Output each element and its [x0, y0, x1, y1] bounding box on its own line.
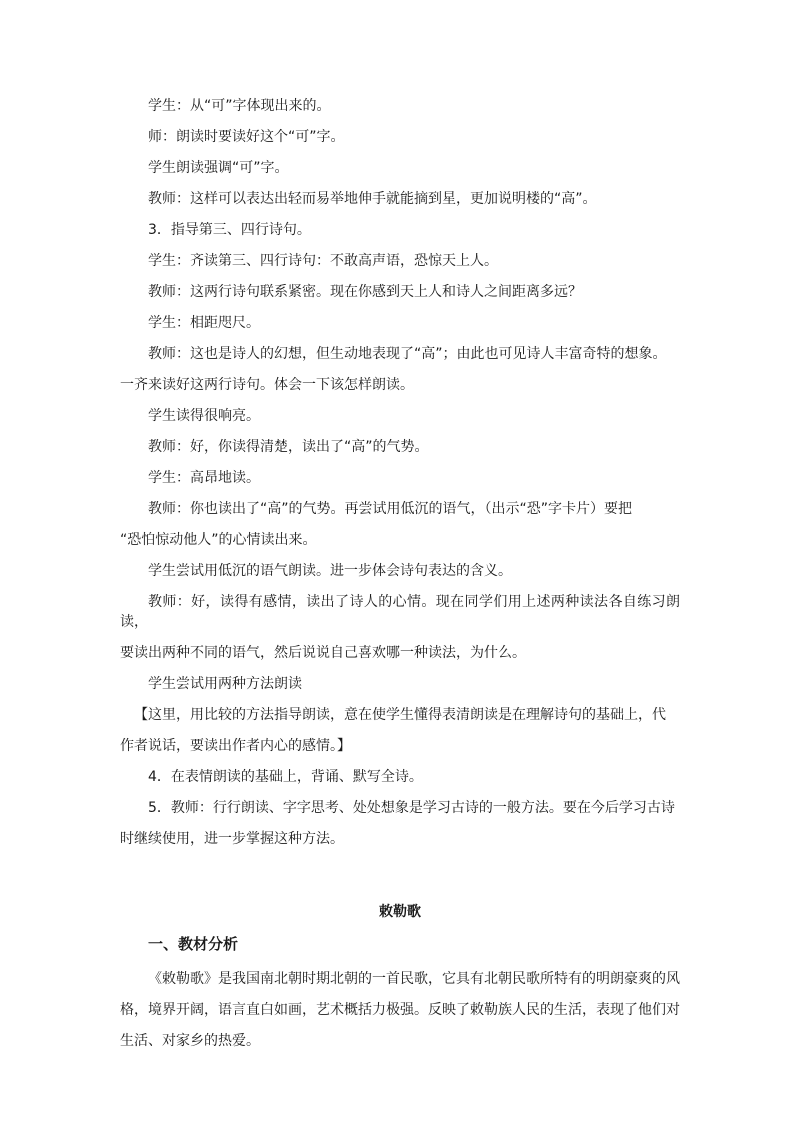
line-teacher-distance: 教师：这两行诗句联系紧密。现在你感到天上人和诗人之间距离多远？: [148, 284, 582, 300]
line-student-high: 学生：高昂地读。: [148, 470, 260, 486]
document-page: [120, 96, 680, 1057]
line-student-emphasize: 学生朗读强调“可”字。: [148, 160, 289, 176]
line-teacher-gao: 教师：这样可以表达出轻而易举地伸手就能摘到星，更加说明楼的“高”。: [148, 191, 597, 207]
line-student-two-methods: 学生尝试用两种方法朗读: [148, 676, 302, 692]
para-emotion-line2: 要读出两种不同的语气，然后说说自己喜欢哪一种读法，为什么。: [120, 645, 526, 661]
line-student-loud: 学生读得很响亮。: [148, 408, 260, 424]
line-step-4: 4．在表情朗读的基础上，背诵、默写全诗。: [148, 769, 423, 785]
para-note-line2: 作者说话，要读出作者内心的感情。】: [120, 738, 351, 754]
para-low-line2: “恐怕惊动他人”的心情读出来。: [120, 532, 317, 548]
para-low-tone: [120, 499, 680, 550]
line-student-close: 学生：相距咫尺。: [148, 315, 260, 331]
para-step5-line2: 时继续使用，进一步掌握这种方法。: [120, 831, 344, 847]
section-title: 敕勒歌: [379, 904, 421, 920]
line-student-ke: 学生：从“可”字体现出来的。: [148, 98, 331, 114]
section-heading: 一、教材分析: [148, 935, 239, 953]
para-note: [120, 705, 680, 756]
para-emotion: [120, 592, 680, 663]
para-step-5: [120, 798, 680, 849]
line-teacher-read-ke: 师：朗读时要读好这个“可”字。: [148, 129, 345, 145]
para-fantasy-line1: 教师：这也是诗人的幻想，但生动地表现了“高”；由此也可见诗人丰富奇特的想象。: [148, 346, 667, 362]
para-emotion-line1: 教师：好，读得有感情，读出了诗人的心情。现在同学们用上述两种读法各自练习朗读，: [120, 594, 680, 630]
para-fantasy-line2: 一齐来读好这两行诗句。体会一下该怎样朗读。: [120, 377, 414, 393]
para-low-line1: 教师：你也读出了“高”的气势。再尝试用低沉的语气，（出示“恐”字卡片）要把: [148, 501, 633, 517]
para-fantasy: [120, 344, 680, 395]
line-student-try-low: 学生尝试用低沉的语气朗读。进一步体会诗句表达的含义。: [148, 563, 512, 579]
para-step5-line1: 5．教师：行行朗读、字字思考、处处想象是学习古诗的一般方法。要在今后学习古诗: [148, 800, 675, 816]
line-step-3: 3．指导第三、四行诗句。: [148, 222, 311, 238]
section-body: 《敕勒歌》是我国南北朝时期北朝的一首民歌，它具有北朝民歌所特有的明朗豪爽的风格，境界开阔，语言直白如画，艺术概括力极强。反映了敕勒族人民的生活，表现了他们对生活、对家乡的热爱。: [120, 971, 680, 1049]
section-spacer: [120, 860, 680, 888]
line-teacher-clear: 教师：好，你读得清楚，读出了“高”的气势。: [148, 439, 429, 455]
line-student-recite: 学生：齐读第三、四行诗句：不敢高声语，恐惊天上人。: [148, 253, 498, 269]
para-note-line1: 【这里，用比较的方法指导朗读，意在使学生懂得表清朗读是在理解诗句的基础上，代: [134, 707, 666, 723]
